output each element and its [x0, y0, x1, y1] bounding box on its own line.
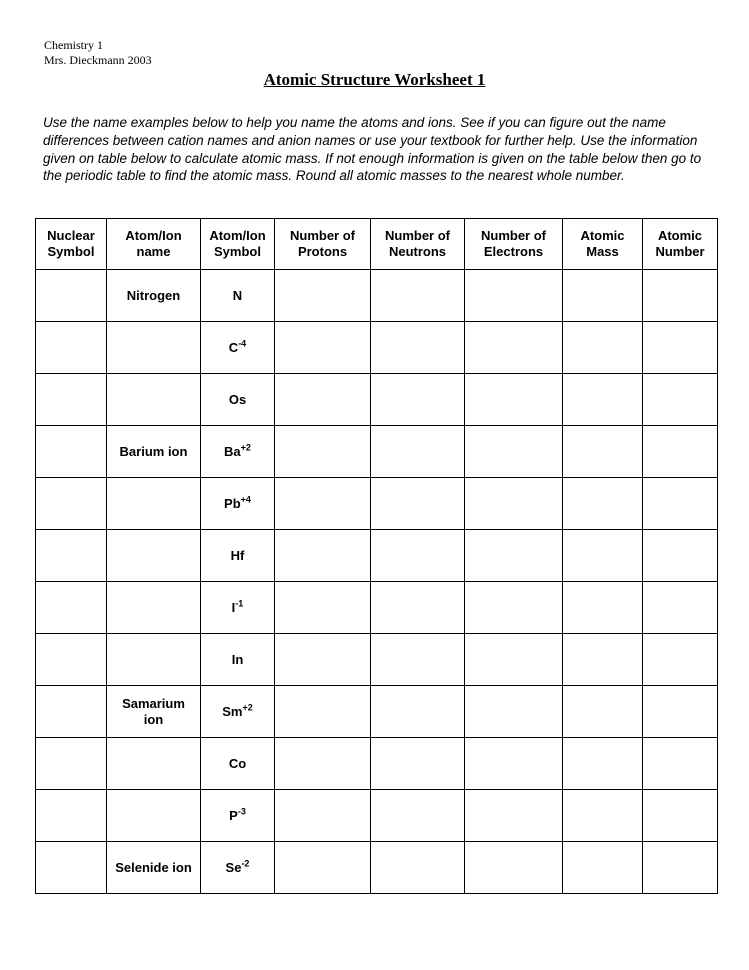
table-row [36, 478, 718, 530]
cell-atom-ion-name [107, 530, 201, 582]
cell-atomic-number [643, 686, 718, 738]
cell-number-protons [275, 842, 371, 894]
element-symbol: Se [225, 859, 242, 875]
cell-atomic-number [643, 530, 718, 582]
element-symbol: In [231, 651, 244, 667]
cell-atom-ion-name [107, 374, 201, 426]
cell-atomic-mass [563, 374, 643, 426]
element-symbol: Hf [230, 547, 245, 563]
cell-atom-ion-symbol [201, 374, 275, 426]
table-header [36, 219, 718, 270]
page-title: Atomic Structure Worksheet 1 [263, 70, 486, 89]
cell-number-neutrons [371, 686, 465, 738]
cell-atomic-number [643, 582, 718, 634]
cell-atomic-number [643, 634, 718, 686]
cell-nuclear-symbol [36, 426, 107, 478]
cell-atomic-mass [563, 426, 643, 478]
cell-number-protons [275, 374, 371, 426]
header-row [36, 219, 718, 270]
cell-atomic-number [643, 270, 718, 322]
teacher-name: Mrs. Dieckmann 2003 [44, 52, 152, 67]
cell-atomic-mass [563, 478, 643, 530]
cell-atom-ion-symbol [201, 322, 275, 374]
cell-nuclear-symbol [36, 374, 107, 426]
cell-nuclear-symbol [36, 530, 107, 582]
cell-nuclear-symbol [36, 270, 107, 322]
cell-number-neutrons [371, 790, 465, 842]
header-atomic-number: Atomic Number [643, 219, 718, 270]
cell-number-electrons [465, 322, 563, 374]
cell-atomic-mass [563, 790, 643, 842]
cell-number-electrons [465, 790, 563, 842]
table-row [36, 582, 718, 634]
ion-charge: -3 [237, 806, 246, 817]
worksheet-table-body [36, 270, 718, 894]
cell-atomic-number [643, 426, 718, 478]
element-symbol: Sm [222, 703, 243, 719]
header-atom-ion-name: Atom/Ion name [107, 219, 201, 270]
table-row [36, 842, 718, 894]
cell-number-electrons [465, 582, 563, 634]
cell-number-protons [275, 582, 371, 634]
cell-number-protons [275, 426, 371, 478]
table-row [36, 738, 718, 790]
cell-number-protons [275, 478, 371, 530]
cell-number-protons [275, 270, 371, 322]
cell-atom-ion-symbol [201, 634, 275, 686]
cell-number-electrons [465, 270, 563, 322]
ion-charge: -2 [241, 858, 250, 869]
cell-number-electrons [465, 374, 563, 426]
cell-atom-ion-name: Selenide ion [107, 842, 201, 894]
table-row [36, 530, 718, 582]
cell-number-protons [275, 322, 371, 374]
cell-number-neutrons [371, 478, 465, 530]
cell-number-neutrons [371, 530, 465, 582]
header-number-protons: Number of Protons [275, 219, 371, 270]
element-symbol: P [229, 807, 238, 823]
cell-number-protons [275, 634, 371, 686]
header-atomic-mass: Atomic Mass [563, 219, 643, 270]
course-name: Chemistry 1 [44, 38, 103, 52]
cell-number-neutrons [371, 374, 465, 426]
cell-atomic-number [643, 374, 718, 426]
cell-number-electrons [465, 530, 563, 582]
cell-atom-ion-symbol [201, 478, 275, 530]
cell-atom-ion-name [107, 738, 201, 790]
cell-atomic-number [643, 478, 718, 530]
cell-nuclear-symbol [36, 790, 107, 842]
header-number-electrons: Number of Electrons [465, 219, 563, 270]
element-symbol: I [231, 599, 236, 615]
element-symbol: Co [228, 755, 247, 771]
header-atom-ion-symbol: Atom/Ion Symbol [201, 219, 275, 270]
cell-number-electrons [465, 478, 563, 530]
cell-atomic-mass [563, 582, 643, 634]
cell-atom-ion-name [107, 634, 201, 686]
cell-atomic-mass [563, 634, 643, 686]
element-symbol: Ba [224, 443, 241, 459]
cell-number-protons [275, 530, 371, 582]
ion-charge: -4 [238, 338, 247, 349]
cell-number-neutrons [371, 426, 465, 478]
ion-charge: -1 [235, 598, 244, 609]
table-row [36, 322, 718, 374]
cell-number-neutrons [371, 634, 465, 686]
cell-atom-ion-name: Nitrogen [107, 270, 201, 322]
cell-nuclear-symbol [36, 582, 107, 634]
cell-number-electrons [465, 686, 563, 738]
cell-atom-ion-symbol [201, 270, 275, 322]
header-number-neutrons: Number of Neutrons [371, 219, 465, 270]
table-row [36, 686, 718, 738]
element-symbol: N [232, 287, 243, 303]
cell-atomic-number [643, 738, 718, 790]
cell-number-electrons [465, 634, 563, 686]
cell-nuclear-symbol [36, 478, 107, 530]
table-row [36, 270, 718, 322]
cell-nuclear-symbol [36, 738, 107, 790]
table-row [36, 790, 718, 842]
cell-atomic-mass [563, 270, 643, 322]
worksheet-table [35, 218, 718, 894]
ion-charge: +2 [242, 702, 253, 713]
cell-atom-ion-symbol [201, 738, 275, 790]
cell-atomic-mass [563, 322, 643, 374]
cell-nuclear-symbol [36, 634, 107, 686]
cell-atom-ion-name: Barium ion [107, 426, 201, 478]
cell-number-neutrons [371, 738, 465, 790]
cell-atom-ion-name [107, 790, 201, 842]
cell-nuclear-symbol [36, 842, 107, 894]
table-row [36, 634, 718, 686]
cell-atom-ion-name: Samarium ion [107, 686, 201, 738]
cell-atom-ion-symbol [201, 790, 275, 842]
cell-atom-ion-name [107, 322, 201, 374]
cell-number-neutrons [371, 842, 465, 894]
cell-atomic-mass [563, 738, 643, 790]
cell-nuclear-symbol [36, 686, 107, 738]
cell-atomic-number [643, 842, 718, 894]
element-symbol: Os [228, 391, 247, 407]
cell-atomic-number [643, 322, 718, 374]
cell-number-neutrons [371, 270, 465, 322]
cell-number-electrons [465, 842, 563, 894]
cell-atom-ion-name [107, 478, 201, 530]
cell-number-neutrons [371, 582, 465, 634]
header-nuclear-symbol: Nuclear Symbol [36, 219, 107, 270]
cell-atom-ion-symbol [201, 530, 275, 582]
cell-nuclear-symbol [36, 322, 107, 374]
cell-number-protons [275, 686, 371, 738]
doc-header [44, 38, 152, 67]
cell-number-electrons [465, 426, 563, 478]
cell-atom-ion-symbol [201, 686, 275, 738]
cell-number-electrons [465, 738, 563, 790]
cell-atomic-mass [563, 686, 643, 738]
cell-number-neutrons [371, 322, 465, 374]
ion-charge: +4 [240, 494, 251, 505]
ion-charge: +2 [240, 442, 251, 453]
element-symbol: C [228, 339, 239, 355]
table-row [36, 374, 718, 426]
cell-atomic-mass [563, 530, 643, 582]
cell-atomic-mass [563, 842, 643, 894]
table-row [36, 426, 718, 478]
cell-atom-ion-symbol [201, 842, 275, 894]
instructions-paragraph: Use the name examples below to help you name the atoms and ions. See if you can figure out the name differences between cation names and anion names or use your textbook for further help. Use the information given on table below to calculate atomic mass. If not enough information is given on the table below then go to the periodic table to find the atomic mass. Round all atomic masses to the nearest whole number. [43, 115, 702, 184]
cell-atomic-number [643, 790, 718, 842]
cell-atom-ion-symbol [201, 426, 275, 478]
element-symbol: Pb [224, 495, 241, 511]
cell-atom-ion-name [107, 582, 201, 634]
cell-number-protons [275, 738, 371, 790]
cell-atom-ion-symbol [201, 582, 275, 634]
cell-number-protons [275, 790, 371, 842]
